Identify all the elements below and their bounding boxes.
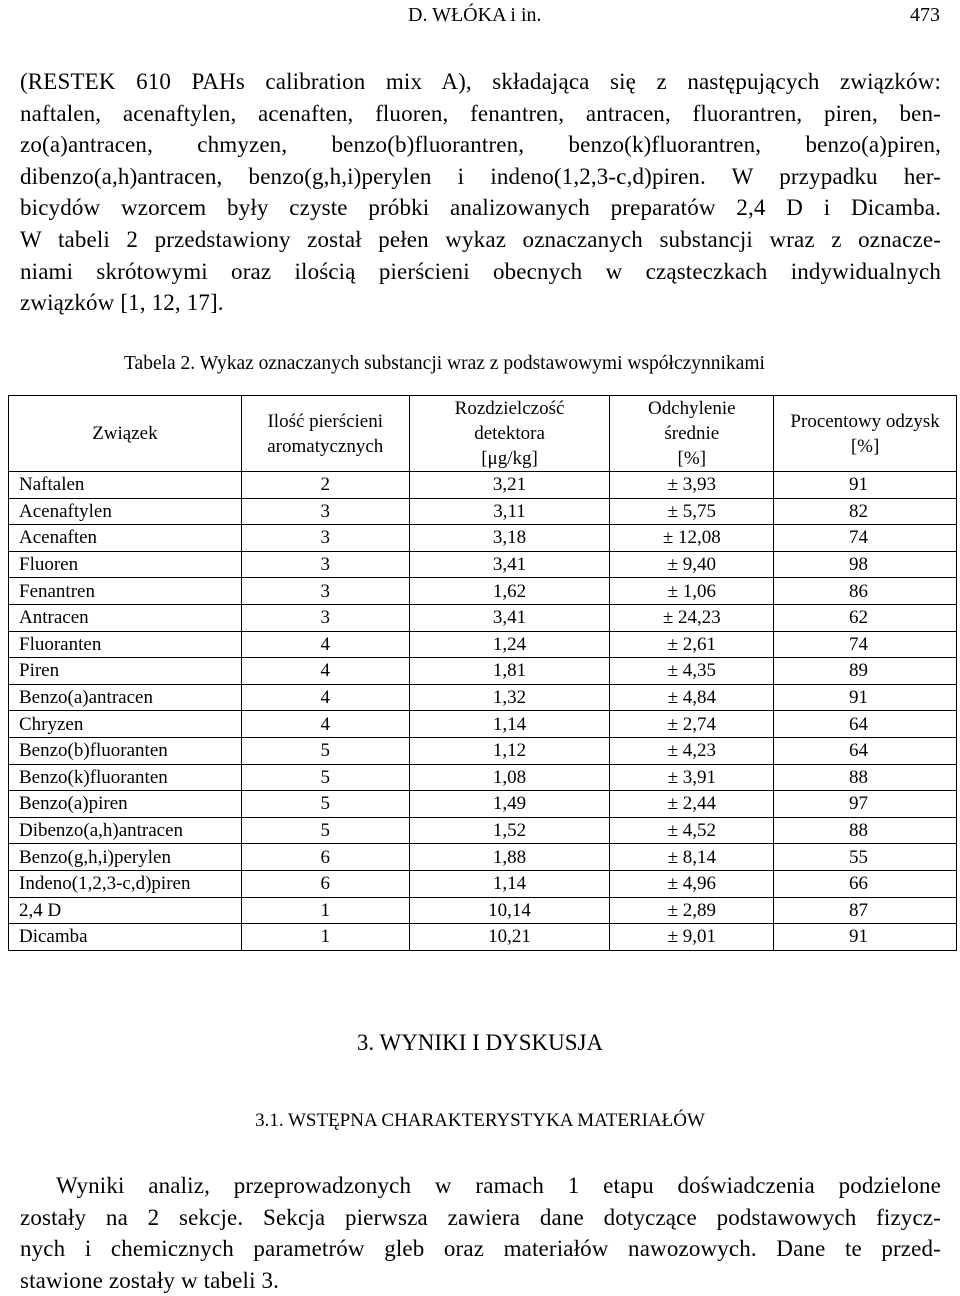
text-line: dibenzo(a,h)antracen, benzo(g,h,i)perylen i indeno(1,2,3-c,d)piren. W przypadku her- <box>20 163 941 189</box>
table-row <box>9 897 957 924</box>
results-paragraph <box>20 1170 941 1296</box>
rings-cell: 3 <box>241 604 409 631</box>
compound-cell: Fluoranten <box>9 631 242 658</box>
page-header <box>0 4 960 28</box>
table-row <box>9 472 957 499</box>
deviation-cell: ± 2,61 <box>610 631 774 658</box>
rings-cell: 5 <box>241 817 409 844</box>
deviation-cell: ± 9,01 <box>610 924 774 951</box>
text-line: bicydów wzorcem były czyste próbki analizowanych preparatów 2,4 D i Dicamba. <box>20 195 941 221</box>
compound-cell: Chryzen <box>9 711 242 738</box>
deviation-cell: ± 9,40 <box>610 551 774 578</box>
substances-table <box>8 395 957 951</box>
rings-cell: 4 <box>241 684 409 711</box>
recovery-cell: 55 <box>774 844 957 871</box>
table-row <box>9 684 957 711</box>
compound-cell: Piren <box>9 658 242 685</box>
resolution-cell: 3,41 <box>409 604 610 631</box>
table-row <box>9 604 957 631</box>
recovery-cell: 98 <box>774 551 957 578</box>
resolution-cell: 1,32 <box>409 684 610 711</box>
recovery-cell: 74 <box>774 631 957 658</box>
subsection-heading: 3.1. WSTĘPNA CHARAKTERYSTYKA MATERIAŁÓW <box>255 1110 705 1131</box>
text-line: stawione zostały w tabeli 3. <box>20 1267 280 1293</box>
deviation-cell: ± 12,08 <box>610 525 774 552</box>
rings-cell: 4 <box>241 631 409 658</box>
compound-cell: 2,4 D <box>9 897 242 924</box>
compound-cell: Dibenzo(a,h)antracen <box>9 817 242 844</box>
recovery-cell: 64 <box>774 711 957 738</box>
text-line: związków [1, 12, 17]. <box>20 290 224 316</box>
rings-cell: 3 <box>241 498 409 525</box>
text-line: zo(a)antracen, chmyzen, benzo(b)fluorantren, benzo(k)fluorantren, benzo(a)piren, <box>20 132 941 158</box>
resolution-cell: 3,41 <box>409 551 610 578</box>
section-heading: 3. WYNIKI I DYSKUSJA <box>356 1030 604 1055</box>
text-line: zostały na 2 sekcje. Sekcja pierwsza zawiera dane dotyczące podstawowych fizycz- <box>20 1204 941 1230</box>
resolution-cell: 1,14 <box>409 870 610 897</box>
resolution-cell: 1,62 <box>409 578 610 605</box>
running-title: D. WŁÓKA i in. <box>408 4 542 26</box>
header-compound: Związek <box>9 396 242 472</box>
table-row <box>9 498 957 525</box>
compound-cell: Benzo(a)piren <box>9 791 242 818</box>
compound-cell: Indeno(1,2,3-c,d)piren <box>9 870 242 897</box>
page-number: 473 <box>910 4 940 26</box>
compound-cell: Benzo(b)fluoranten <box>9 737 242 764</box>
recovery-cell: 88 <box>774 817 957 844</box>
deviation-cell: ± 2,44 <box>610 791 774 818</box>
table-row <box>9 817 957 844</box>
text-line: nych i chemicznych parametrów gleb oraz materiałów nawozowych. Dane te przed- <box>20 1236 941 1262</box>
table-row <box>9 711 957 738</box>
compound-cell: Antracen <box>9 604 242 631</box>
compound-cell: Benzo(g,h,i)perylen <box>9 844 242 871</box>
resolution-cell: 1,49 <box>409 791 610 818</box>
table-caption: Tabela 2. Wykaz oznaczanych substancji wraz z podstawowymi współczynnikami <box>124 353 765 374</box>
resolution-cell: 1,88 <box>409 844 610 871</box>
text-line: (RESTEK 610 PAHs calibration mix A), składająca się z następujących związków: <box>20 69 941 94</box>
compound-cell: Benzo(a)antracen <box>9 684 242 711</box>
recovery-cell: 74 <box>774 525 957 552</box>
table-row <box>9 764 957 791</box>
table-row <box>9 551 957 578</box>
deviation-cell: ± 2,89 <box>610 897 774 924</box>
resolution-cell: 1,08 <box>409 764 610 791</box>
rings-cell: 5 <box>241 764 409 791</box>
compound-cell: Benzo(k)fluoranten <box>9 764 242 791</box>
deviation-cell: ± 1,06 <box>610 578 774 605</box>
resolution-cell: 3,21 <box>409 472 610 499</box>
rings-cell: 4 <box>241 711 409 738</box>
resolution-cell: 1,14 <box>409 711 610 738</box>
header-deviation: Odchylenie średnie [%] <box>610 396 774 472</box>
deviation-cell: ± 5,75 <box>610 498 774 525</box>
rings-cell: 3 <box>241 551 409 578</box>
recovery-cell: 66 <box>774 870 957 897</box>
rings-cell: 3 <box>241 578 409 605</box>
recovery-cell: 64 <box>774 737 957 764</box>
deviation-cell: ± 4,52 <box>610 817 774 844</box>
table-row <box>9 844 957 871</box>
recovery-cell: 62 <box>774 604 957 631</box>
resolution-cell: 1,81 <box>409 658 610 685</box>
table-row <box>9 924 957 951</box>
recovery-cell: 89 <box>774 658 957 685</box>
recovery-cell: 87 <box>774 897 957 924</box>
rings-cell: 3 <box>241 525 409 552</box>
deviation-cell: ± 24,23 <box>610 604 774 631</box>
table-row <box>9 578 957 605</box>
compound-cell: Fluoren <box>9 551 242 578</box>
deviation-cell: ± 4,23 <box>610 737 774 764</box>
recovery-cell: 91 <box>774 924 957 951</box>
deviation-cell: ± 4,84 <box>610 684 774 711</box>
text-line: naftalen, acenaftylen, acenaften, fluoren, fenantren, antracen, fluorantren, piren, ben- <box>20 100 941 126</box>
recovery-cell: 97 <box>774 791 957 818</box>
recovery-cell: 86 <box>774 578 957 605</box>
table-body <box>9 472 957 951</box>
resolution-cell: 1,52 <box>409 817 610 844</box>
rings-cell: 1 <box>241 924 409 951</box>
table-row <box>9 737 957 764</box>
table-row <box>9 658 957 685</box>
recovery-cell: 88 <box>774 764 957 791</box>
compound-cell: Dicamba <box>9 924 242 951</box>
deviation-cell: ± 3,91 <box>610 764 774 791</box>
rings-cell: 4 <box>241 658 409 685</box>
table-header-row <box>9 396 957 472</box>
rings-cell: 5 <box>241 791 409 818</box>
table-row <box>9 791 957 818</box>
rings-cell: 5 <box>241 737 409 764</box>
resolution-cell: 3,11 <box>409 498 610 525</box>
compound-cell: Acenaften <box>9 525 242 552</box>
header-resolution: Rozdzielczość detektora [μg/kg] <box>409 396 610 472</box>
deviation-cell: ± 4,96 <box>610 870 774 897</box>
resolution-cell: 1,24 <box>409 631 610 658</box>
recovery-cell: 91 <box>774 684 957 711</box>
resolution-cell: 10,21 <box>409 924 610 951</box>
rings-cell: 6 <box>241 844 409 871</box>
text-line: Wyniki analiz, przeprowadzonych w ramach 1 etapu doświadczenia podzielone <box>56 1173 941 1198</box>
text-line: W tabeli 2 przedstawiony został pełen wykaz oznaczanych substancji wraz z oznacze- <box>20 226 941 252</box>
deviation-cell: ± 3,93 <box>610 472 774 499</box>
rings-cell: 6 <box>241 870 409 897</box>
compound-cell: Fenantren <box>9 578 242 605</box>
recovery-cell: 82 <box>774 498 957 525</box>
table-row <box>9 525 957 552</box>
compound-cell: Naftalen <box>9 472 242 499</box>
recovery-cell: 91 <box>774 472 957 499</box>
header-recovery: Procentowy odzysk [%] <box>774 396 957 472</box>
rings-cell: 1 <box>241 897 409 924</box>
table-row <box>9 631 957 658</box>
text-line: niami skrótowymi oraz ilością pierścieni obecnych w cząsteczkach indywidualnych <box>20 258 941 284</box>
deviation-cell: ± 2,74 <box>610 711 774 738</box>
rings-cell: 2 <box>241 472 409 499</box>
deviation-cell: ± 4,35 <box>610 658 774 685</box>
resolution-cell: 1,12 <box>409 737 610 764</box>
table-row <box>9 870 957 897</box>
compound-cell: Acenaftylen <box>9 498 242 525</box>
resolution-cell: 10,14 <box>409 897 610 924</box>
deviation-cell: ± 8,14 <box>610 844 774 871</box>
resolution-cell: 3,18 <box>409 525 610 552</box>
header-rings: Ilość pierścieni aromatycznych <box>241 396 409 472</box>
intro-paragraph <box>20 66 941 319</box>
